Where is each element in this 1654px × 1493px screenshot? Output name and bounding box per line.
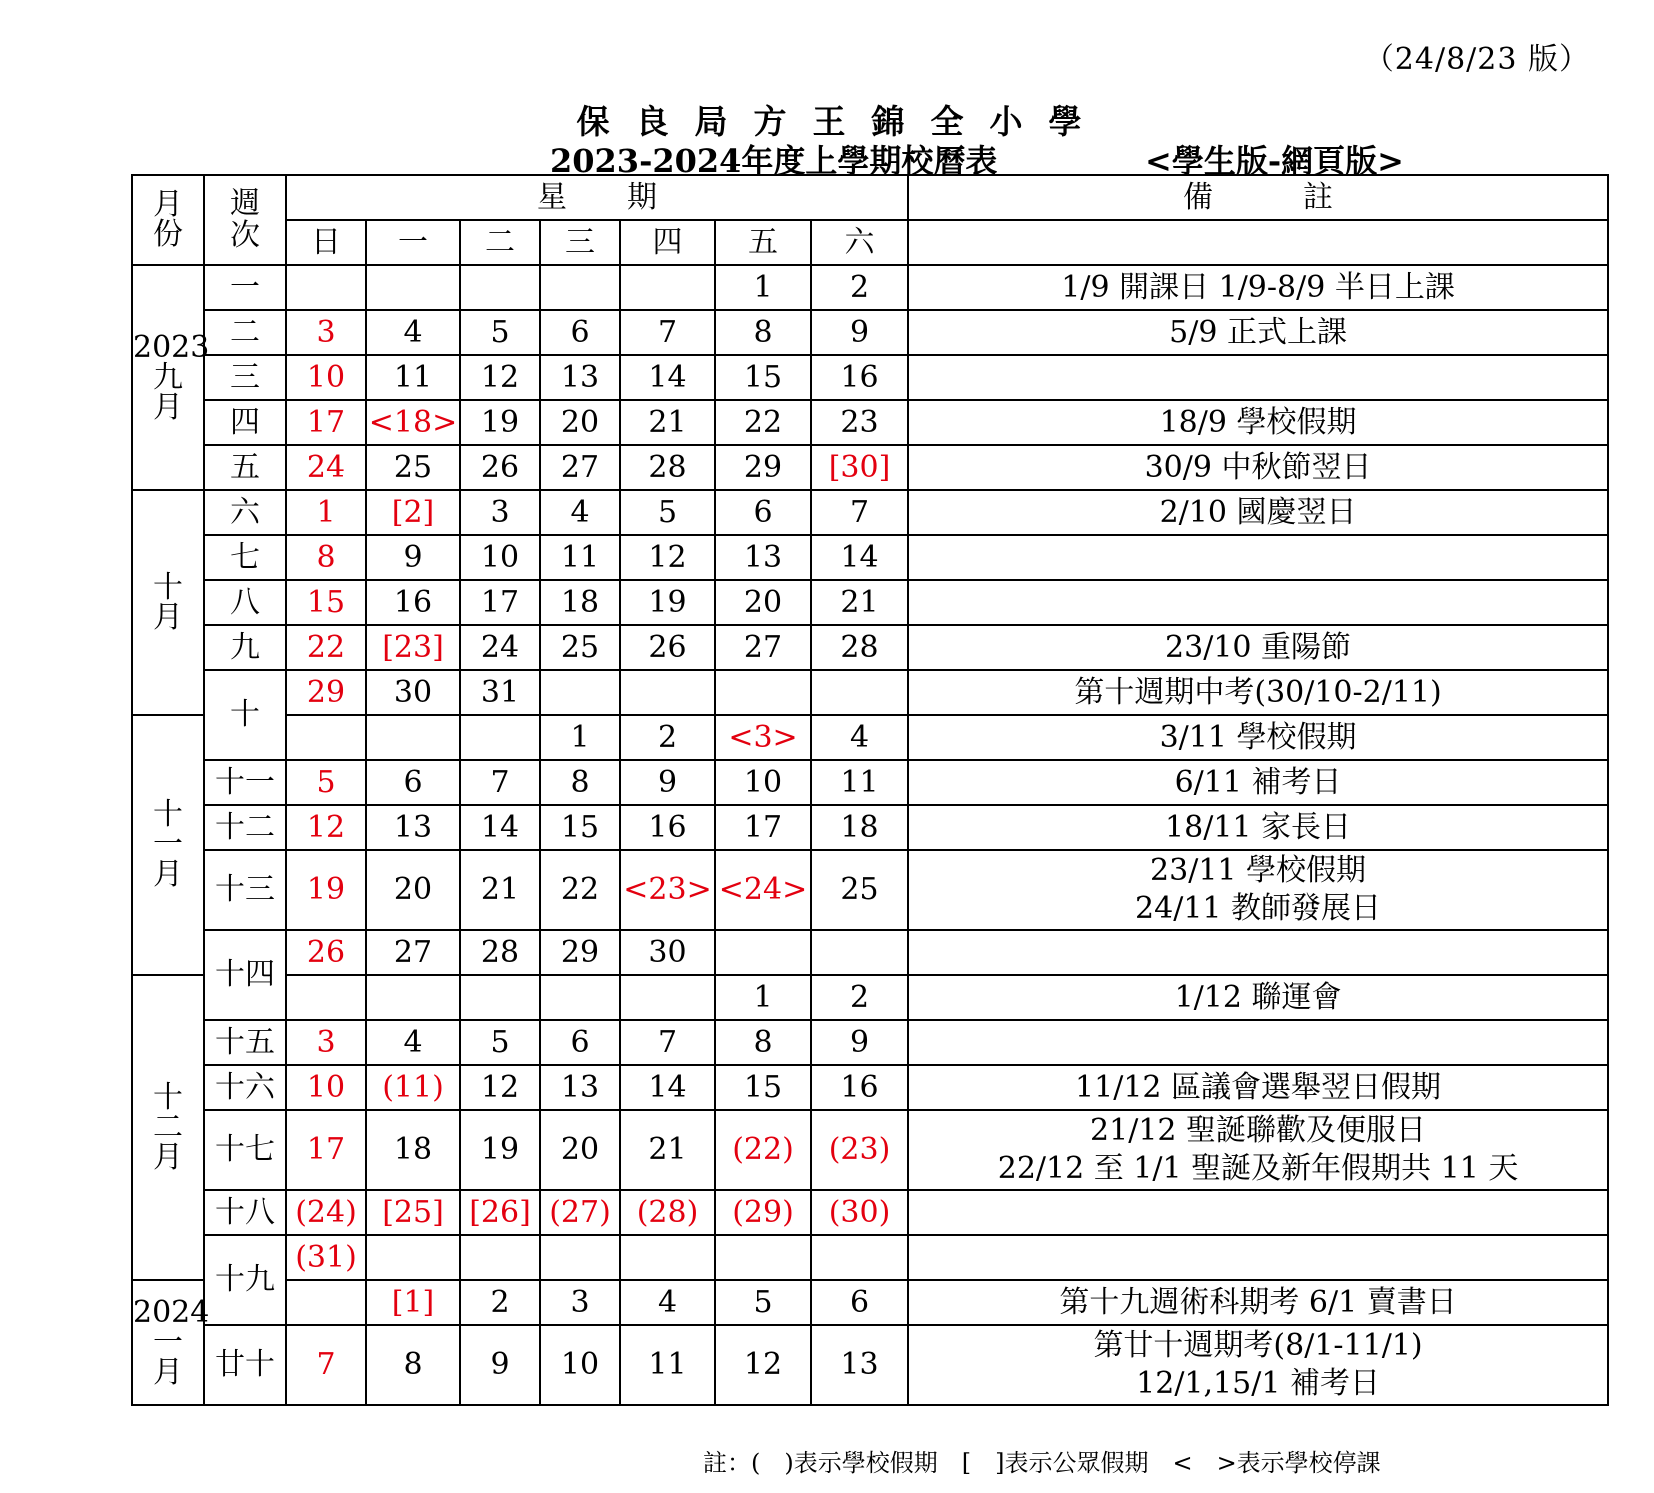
remarks-cell — [908, 850, 1608, 930]
remark-line: 24/11 教師發展日 — [1135, 891, 1382, 926]
day-cell: 5 — [460, 1020, 540, 1065]
day-cell: 7 — [811, 490, 908, 535]
day-cell — [460, 715, 540, 760]
day-cell: 8 — [286, 535, 366, 580]
day-cell: 10 — [715, 760, 811, 805]
day-cell: 27 — [366, 930, 460, 975]
remarks-cell — [908, 1020, 1608, 1065]
day-cell: 15 — [715, 1065, 811, 1110]
day-cell: 9 — [366, 535, 460, 580]
day-cell — [540, 975, 620, 1020]
day-cell: 22 — [715, 400, 811, 445]
day-header-thu: 四 — [620, 220, 715, 265]
day-cell: 23 — [811, 400, 908, 445]
month-year: 2024 — [133, 1294, 210, 1330]
calendar-row — [132, 1020, 1608, 1065]
day-cell: 6 — [540, 1020, 620, 1065]
day-cell: 26 — [460, 445, 540, 490]
day-cell — [620, 975, 715, 1020]
day-cell: [25] — [366, 1190, 460, 1235]
day-cell: 17 — [715, 805, 811, 850]
day-cell: 3 — [460, 490, 540, 535]
remark-line: 12/1,15/1 補考日 — [1136, 1366, 1380, 1401]
calendar-row — [132, 445, 1608, 490]
calendar-row — [132, 930, 1608, 975]
remarks-cell — [908, 1325, 1608, 1405]
day-cell: (23) — [811, 1110, 908, 1190]
week-cell: 十一 — [204, 760, 286, 805]
day-cell: 2 — [811, 975, 908, 1020]
month-name: 十月 — [153, 569, 183, 635]
day-cell: 22 — [286, 625, 366, 670]
day-cell: 1 — [286, 490, 366, 535]
day-cell: 6 — [715, 490, 811, 535]
day-cell: 9 — [460, 1325, 540, 1405]
day-cell — [620, 670, 715, 715]
week-cell: 十六 — [204, 1065, 286, 1110]
day-cell: 17 — [286, 1110, 366, 1190]
remark-line: 22/12 至 1/1 聖誕及新年假期共 11 天 — [997, 1151, 1519, 1186]
remarks-cell — [908, 1280, 1608, 1325]
day-cell: 18 — [366, 1110, 460, 1190]
remarks-cell — [908, 310, 1608, 355]
month-cell — [132, 975, 204, 1280]
remark-line: 第廿十週期考(8/1-11/1) — [1093, 1328, 1423, 1363]
day-cell — [460, 265, 540, 310]
calendar-row — [132, 1325, 1608, 1405]
calendar-row — [132, 1065, 1608, 1110]
day-cell: 7 — [620, 310, 715, 355]
day-cell: (22) — [715, 1110, 811, 1190]
calendar-row — [132, 805, 1608, 850]
day-cell: 24 — [460, 625, 540, 670]
day-cell: 4 — [366, 1020, 460, 1065]
day-cell: 29 — [715, 445, 811, 490]
day-cell — [286, 1280, 366, 1325]
month-year: 2023 — [133, 329, 210, 365]
calendar-row — [132, 535, 1608, 580]
day-cell: 1 — [715, 975, 811, 1020]
day-cell: 8 — [715, 1020, 811, 1065]
day-cell: 2 — [620, 715, 715, 760]
edition-label: <學生版-網頁版> — [1145, 142, 1404, 180]
day-cell — [540, 1235, 620, 1280]
day-header-wed: 三 — [540, 220, 620, 265]
day-cell: 8 — [715, 310, 811, 355]
week-cell: 五 — [204, 445, 286, 490]
day-cell: 29 — [540, 930, 620, 975]
week-cell: 十二 — [204, 805, 286, 850]
remarks-cell — [908, 760, 1608, 805]
day-cell: 1 — [540, 715, 620, 760]
header-remarks: 備 註 — [908, 175, 1608, 220]
day-cell: 18 — [540, 580, 620, 625]
remarks-cell — [908, 930, 1608, 975]
calendar-row — [132, 310, 1608, 355]
day-cell: 7 — [620, 1020, 715, 1065]
day-cell: 27 — [715, 625, 811, 670]
remarks-cell — [908, 400, 1608, 445]
remarks-cell — [908, 580, 1608, 625]
day-cell: 21 — [811, 580, 908, 625]
day-cell: <24> — [715, 850, 811, 930]
day-cell: 14 — [620, 355, 715, 400]
remark-line: 第十九週術科期考 6/1 賣書日 — [1059, 1284, 1457, 1320]
day-cell: 14 — [811, 535, 908, 580]
week-cell: 十八 — [204, 1190, 286, 1235]
day-cell: (11) — [366, 1065, 460, 1110]
day-cell: 20 — [540, 1110, 620, 1190]
day-cell: 21 — [620, 1110, 715, 1190]
day-cell — [286, 975, 366, 1020]
day-cell: 26 — [286, 930, 366, 975]
calendar-row — [132, 1280, 1608, 1325]
remark-line: 23/10 重陽節 — [1165, 629, 1352, 665]
calendar-row — [132, 400, 1608, 445]
day-cell: 4 — [366, 310, 460, 355]
week-cell: 二 — [204, 310, 286, 355]
day-cell: 18 — [811, 805, 908, 850]
day-cell: 25 — [366, 445, 460, 490]
day-cell: 27 — [540, 445, 620, 490]
remark-line: 18/11 家長日 — [1165, 809, 1352, 845]
day-cell: 26 — [620, 625, 715, 670]
calendar-title: 2023-2024年度上學期校曆表 — [550, 142, 998, 180]
remarks-cell — [908, 805, 1608, 850]
day-cell: <3> — [715, 715, 811, 760]
day-cell: 30 — [366, 670, 460, 715]
day-cell: 6 — [366, 760, 460, 805]
day-cell — [620, 1235, 715, 1280]
week-cell: 十九 — [204, 1235, 286, 1325]
month-cell — [132, 265, 210, 490]
remark-line: 21/12 聖誕聯歡及便服日 — [1090, 1113, 1427, 1148]
week-cell: 九 — [204, 625, 286, 670]
day-cell: 28 — [460, 930, 540, 975]
header-remarks-blank — [908, 220, 1608, 265]
remarks-cell — [908, 715, 1608, 760]
day-cell: [23] — [366, 625, 460, 670]
remark-line: 11/12 區議會選舉翌日假期 — [1075, 1069, 1442, 1105]
remark-line: 18/9 學校假期 — [1159, 404, 1357, 440]
remarks-cell — [908, 1110, 1608, 1190]
day-cell: 9 — [620, 760, 715, 805]
day-cell — [366, 715, 460, 760]
day-cell: 25 — [811, 850, 908, 930]
remark-line: 30/9 中秋節翌日 — [1144, 449, 1372, 485]
day-cell: 8 — [366, 1325, 460, 1405]
remark-line: 2/10 國慶翌日 — [1159, 494, 1357, 530]
day-cell: 31 — [460, 670, 540, 715]
day-cell — [460, 1235, 540, 1280]
calendar-row — [132, 265, 1608, 310]
day-header-mon: 一 — [366, 220, 460, 265]
day-cell: 11 — [366, 355, 460, 400]
day-cell: 13 — [540, 355, 620, 400]
day-cell: 3 — [286, 1020, 366, 1065]
week-cell: 一 — [204, 265, 286, 310]
day-cell: 28 — [811, 625, 908, 670]
day-cell: <18> — [366, 400, 460, 445]
day-cell: 16 — [811, 1065, 908, 1110]
day-cell: 20 — [540, 400, 620, 445]
day-cell: 6 — [811, 1280, 908, 1325]
header-month: 月份 — [132, 175, 204, 265]
day-cell: (31) — [286, 1235, 366, 1280]
day-cell: 5 — [460, 310, 540, 355]
month-name: 九月 — [153, 359, 183, 425]
day-cell — [811, 930, 908, 975]
legend-suspension: < >表示學校停課 — [1172, 1449, 1381, 1477]
remark-line: 1/12 聯運會 — [1174, 979, 1342, 1015]
day-cell: (28) — [620, 1190, 715, 1235]
day-cell: 6 — [540, 310, 620, 355]
day-cell: 5 — [715, 1280, 811, 1325]
day-header-sat: 六 — [811, 220, 908, 265]
week-cell: 六 — [204, 490, 286, 535]
remarks-cell — [908, 535, 1608, 580]
day-cell: 2 — [460, 1280, 540, 1325]
day-cell: 14 — [620, 1065, 715, 1110]
legend-school-holiday: ( )表示學校假期 — [751, 1449, 938, 1477]
day-cell: 16 — [366, 580, 460, 625]
day-cell: 5 — [286, 760, 366, 805]
legend — [703, 1443, 1381, 1478]
day-cell — [715, 670, 811, 715]
day-header-sun: 日 — [286, 220, 366, 265]
header-week: 週次 — [204, 175, 286, 265]
day-cell: (24) — [286, 1190, 366, 1235]
remark-line: 3/11 學校假期 — [1159, 719, 1357, 755]
day-cell: 15 — [715, 355, 811, 400]
remarks-cell — [908, 670, 1608, 715]
calendar-row — [132, 850, 1608, 930]
day-cell: 12 — [286, 805, 366, 850]
day-cell: (29) — [715, 1190, 811, 1235]
day-cell: 25 — [540, 625, 620, 670]
calendar-row — [132, 670, 1608, 715]
day-cell: 20 — [715, 580, 811, 625]
day-cell: 11 — [811, 760, 908, 805]
day-cell — [286, 715, 366, 760]
day-cell: 24 — [286, 445, 366, 490]
school-name: 保良局方王錦全小學 — [576, 102, 1108, 141]
day-cell: 9 — [811, 1020, 908, 1065]
legend-prefix: 註： — [703, 1449, 751, 1477]
day-cell: 17 — [286, 400, 366, 445]
day-cell: (30) — [811, 1190, 908, 1235]
day-cell: 21 — [460, 850, 540, 930]
day-cell: [2] — [366, 490, 460, 535]
day-cell: 3 — [540, 1280, 620, 1325]
day-cell: 4 — [540, 490, 620, 535]
calendar-row — [132, 1110, 1608, 1190]
day-cell: 11 — [540, 535, 620, 580]
calendar-row — [132, 715, 1608, 760]
day-cell — [811, 1235, 908, 1280]
month-cell — [132, 715, 204, 975]
day-cell: 10 — [286, 355, 366, 400]
day-cell: 19 — [286, 850, 366, 930]
day-cell: 13 — [366, 805, 460, 850]
day-cell: 16 — [811, 355, 908, 400]
month-name: 十二月 — [153, 1079, 183, 1175]
day-cell: [30] — [811, 445, 908, 490]
calendar-row — [132, 975, 1608, 1020]
week-cell: 八 — [204, 580, 286, 625]
week-cell: 十 — [204, 670, 286, 760]
calendar-row — [132, 580, 1608, 625]
calendar-row — [132, 490, 1608, 535]
day-cell: 4 — [620, 1280, 715, 1325]
day-cell: 10 — [286, 1065, 366, 1110]
day-cell: 30 — [620, 930, 715, 975]
day-cell: 1 — [715, 265, 811, 310]
remarks-cell — [908, 1235, 1608, 1280]
remark-line: 第十週期中考(30/10-2/11) — [1074, 674, 1442, 710]
day-cell: 13 — [811, 1325, 908, 1405]
calendar-row — [132, 1235, 1608, 1280]
day-cell — [366, 265, 460, 310]
day-cell: 14 — [460, 805, 540, 850]
calendar-table — [131, 174, 1609, 1406]
week-cell: 四 — [204, 400, 286, 445]
day-cell: 5 — [620, 490, 715, 535]
day-cell: (27) — [540, 1190, 620, 1235]
legend-public-holiday: [ ]表示公眾假期 — [961, 1449, 1149, 1477]
day-cell — [811, 670, 908, 715]
header-weekday: 星 期 — [286, 175, 908, 220]
remarks-cell — [908, 265, 1608, 310]
remark-line: 23/11 學校假期 — [1150, 853, 1367, 888]
remark-line: 6/11 補考日 — [1174, 764, 1342, 800]
day-cell: [26] — [460, 1190, 540, 1235]
month-cell — [132, 1280, 210, 1405]
day-cell: 15 — [286, 580, 366, 625]
remark-line: 5/9 正式上課 — [1169, 314, 1347, 350]
day-cell: 2 — [811, 265, 908, 310]
day-cell: 13 — [715, 535, 811, 580]
day-cell: 7 — [460, 760, 540, 805]
day-cell — [366, 1235, 460, 1280]
day-cell: 19 — [460, 400, 540, 445]
day-cell: 12 — [460, 355, 540, 400]
remarks-cell — [908, 355, 1608, 400]
week-cell: 十三 — [204, 850, 286, 930]
day-cell: 22 — [540, 850, 620, 930]
version-note: （24/8/23 版） — [1363, 42, 1590, 77]
day-cell: 16 — [620, 805, 715, 850]
day-cell: 21 — [620, 400, 715, 445]
day-cell — [620, 265, 715, 310]
day-cell: <23> — [620, 850, 715, 930]
remarks-cell — [908, 1065, 1608, 1110]
remarks-cell — [908, 1190, 1608, 1235]
day-cell — [366, 975, 460, 1020]
week-cell: 三 — [204, 355, 286, 400]
day-cell: 29 — [286, 670, 366, 715]
calendar-row — [132, 625, 1608, 670]
remarks-cell — [908, 490, 1608, 535]
day-cell: 4 — [811, 715, 908, 760]
day-cell: 28 — [620, 445, 715, 490]
calendar-row — [132, 1190, 1608, 1235]
week-cell: 十五 — [204, 1020, 286, 1065]
day-header-tue: 二 — [460, 220, 540, 265]
remarks-cell — [908, 975, 1608, 1020]
day-header-fri: 五 — [715, 220, 811, 265]
day-cell: 8 — [540, 760, 620, 805]
day-cell — [460, 975, 540, 1020]
day-cell: 15 — [540, 805, 620, 850]
day-cell: 10 — [460, 535, 540, 580]
week-cell: 七 — [204, 535, 286, 580]
day-cell: 19 — [620, 580, 715, 625]
day-cell — [540, 670, 620, 715]
day-cell: 12 — [715, 1325, 811, 1405]
month-cell — [132, 490, 204, 715]
day-cell: 19 — [460, 1110, 540, 1190]
week-cell: 廿十 — [204, 1325, 286, 1405]
day-cell — [715, 930, 811, 975]
day-cell — [286, 265, 366, 310]
day-cell: 20 — [366, 850, 460, 930]
day-cell: 7 — [286, 1325, 366, 1405]
month-name: 一月 — [153, 1324, 183, 1390]
week-cell: 十七 — [204, 1110, 286, 1190]
day-cell: [1] — [366, 1280, 460, 1325]
day-cell: 12 — [460, 1065, 540, 1110]
day-cell: 11 — [620, 1325, 715, 1405]
remark-line: 1/9 開課日 1/9-8/9 半日上課 — [1061, 269, 1455, 305]
remarks-cell — [908, 445, 1608, 490]
week-cell: 十四 — [204, 930, 286, 1020]
day-cell: 13 — [540, 1065, 620, 1110]
day-cell: 10 — [540, 1325, 620, 1405]
day-cell: 12 — [620, 535, 715, 580]
calendar-row — [132, 760, 1608, 805]
day-cell: 17 — [460, 580, 540, 625]
day-cell: 3 — [286, 310, 366, 355]
remarks-cell — [908, 625, 1608, 670]
calendar-row — [132, 355, 1608, 400]
day-cell — [715, 1235, 811, 1280]
day-cell — [540, 265, 620, 310]
month-name: 十一月 — [153, 797, 183, 892]
day-cell: 9 — [811, 310, 908, 355]
